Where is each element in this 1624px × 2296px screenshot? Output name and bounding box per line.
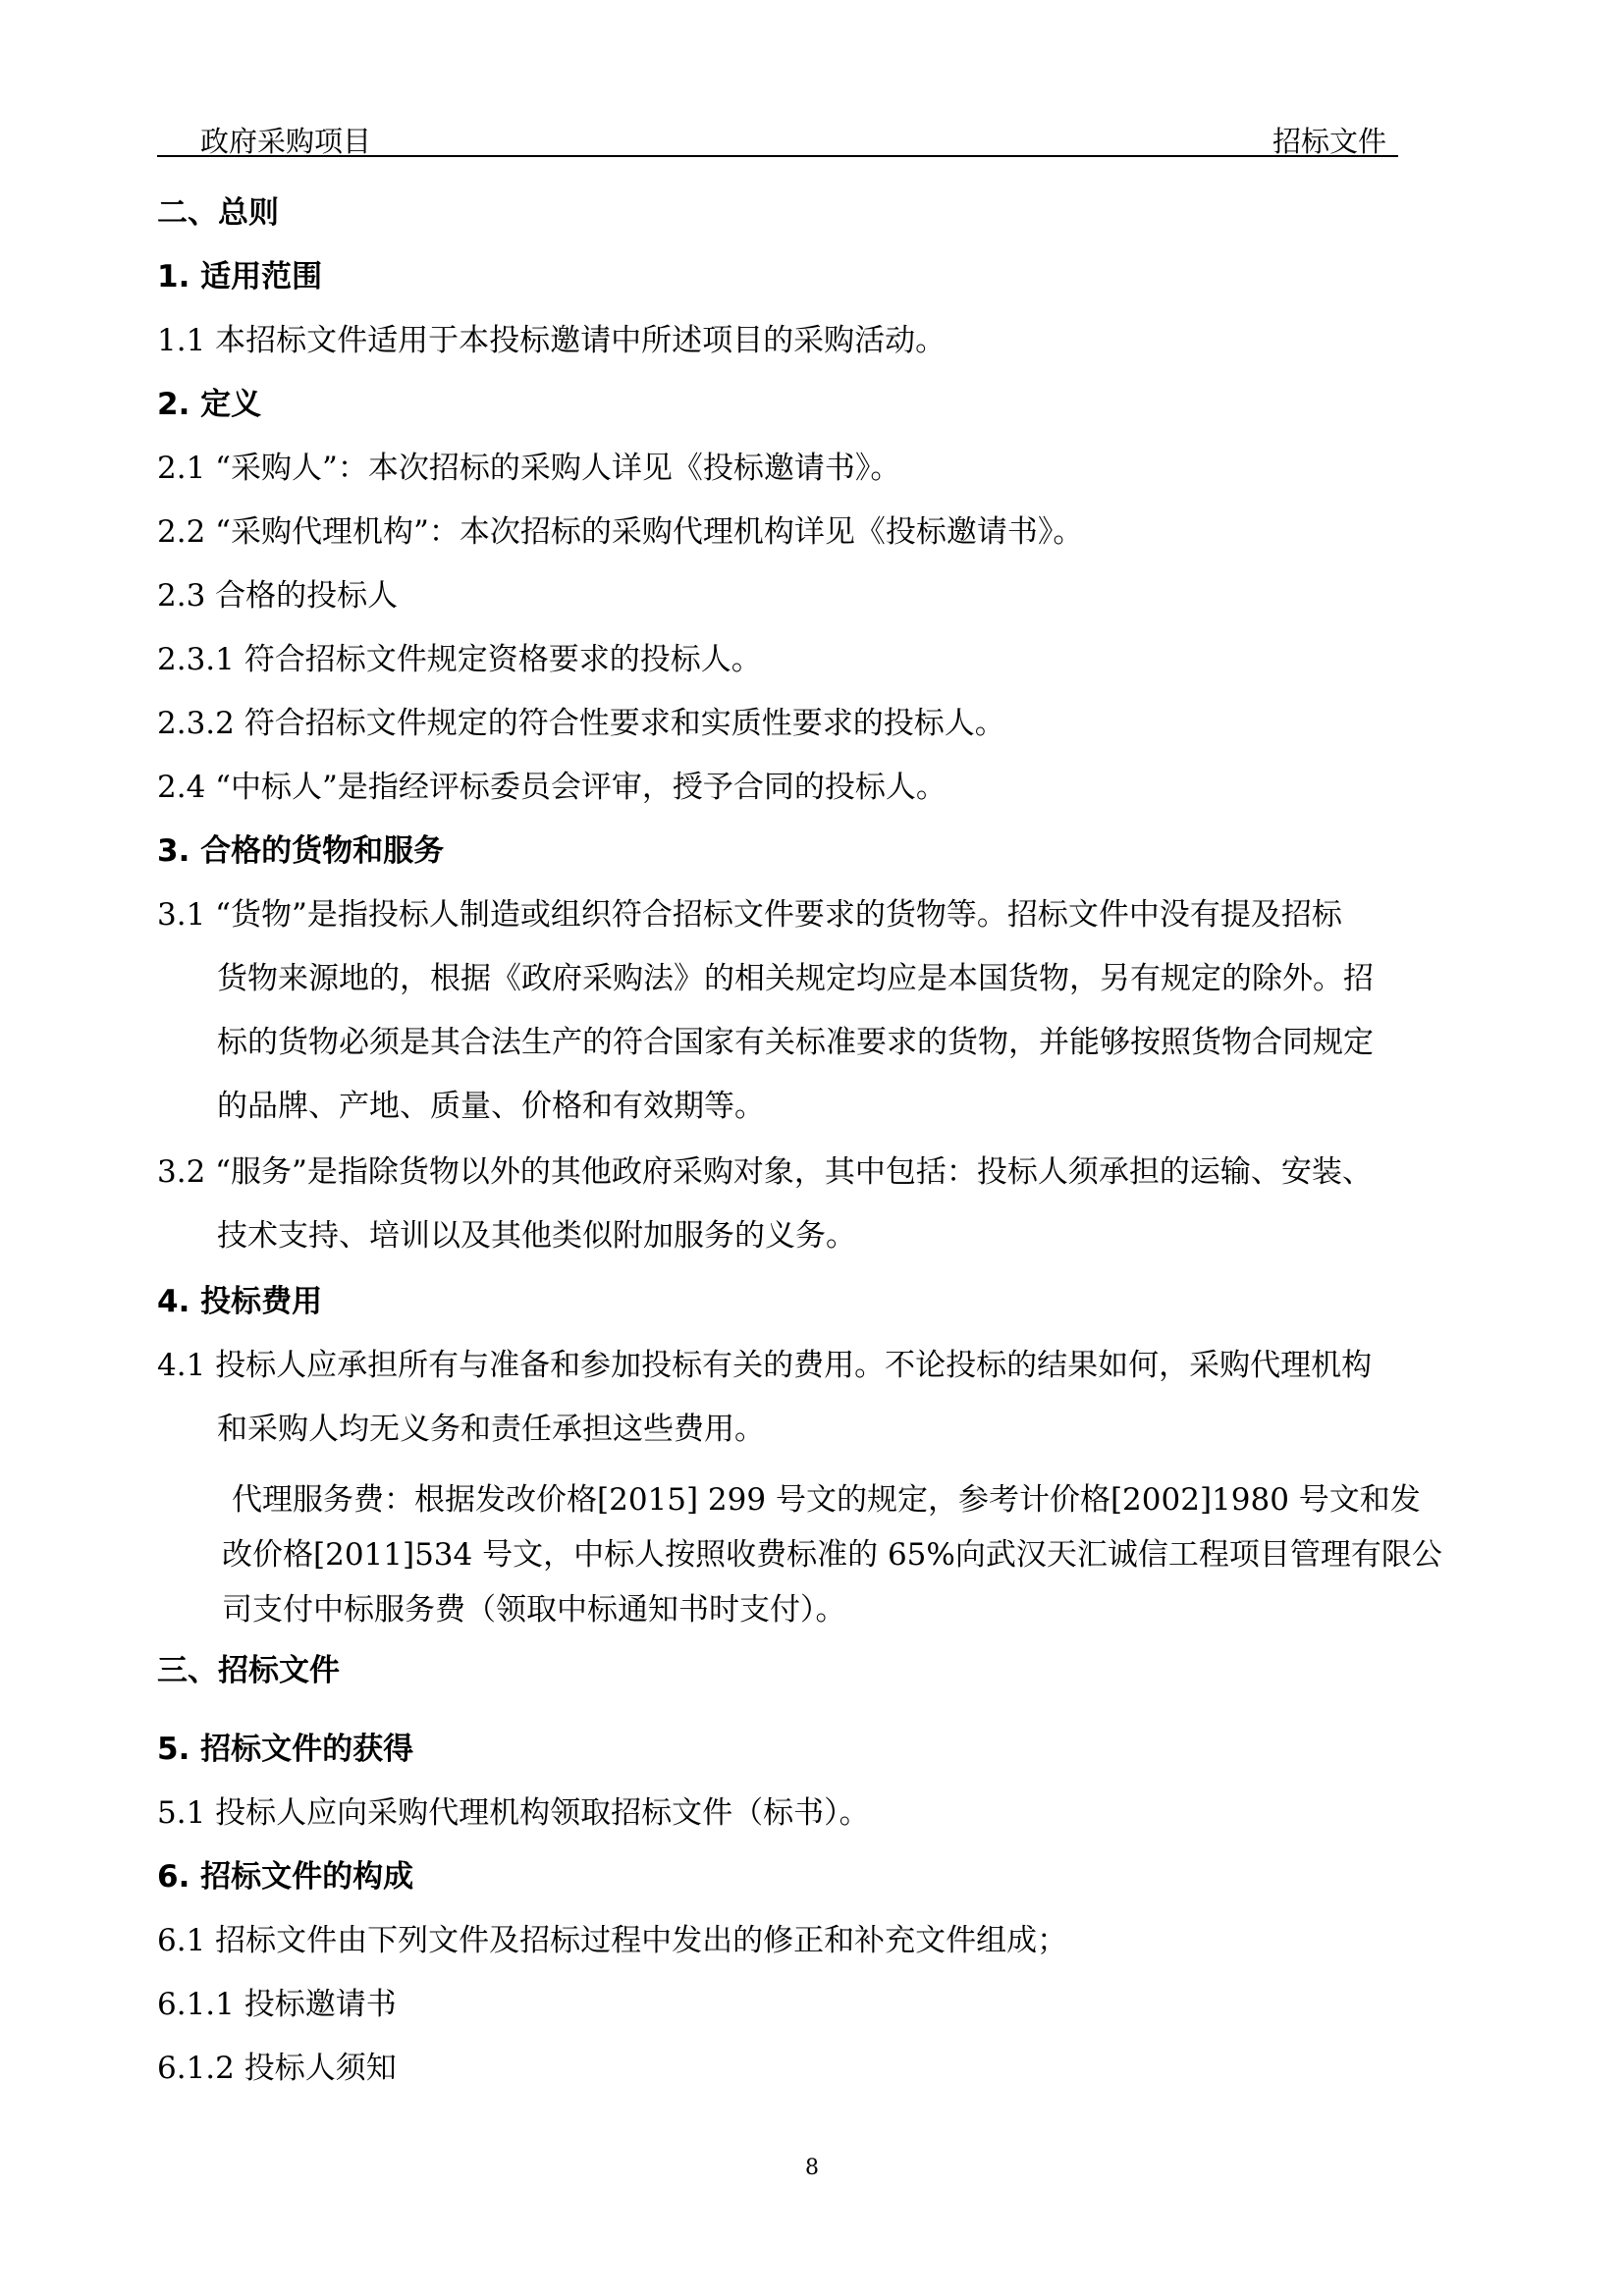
clause-2-3-1: 2.3.1 符合招标文件规定资格要求的投标人。	[157, 642, 762, 677]
header-doc-label: 招标文件	[1272, 125, 1386, 158]
clause-3-1	[157, 883, 1489, 1139]
clause-3-1-line: 3.1 “货物”是指投标人制造或组织符合招标文件要求的货物等。招标文件中没有提及招标	[157, 897, 1342, 933]
clause-2-1: 2.1 “采购人”：本次招标的采购人详见《投标邀请书》。	[157, 451, 901, 486]
agency-fee-line: 改价格[2011]534 号文，中标人按照收费标准的 65%向武汉天汇诚信工程项目管理有限公	[222, 1537, 1442, 1573]
clause-1-1: 1.1 本招标文件适用于本投标邀请中所述项目的采购活动。	[157, 323, 947, 358]
clause-3-1-line: 标的货物必须是其合法生产的符合国家有关标准要求的货物，并能够按照货物合同规定	[217, 1025, 1374, 1060]
agency-fee-note	[157, 1472, 1489, 1637]
clause-3-2-line: 3.2 “服务”是指除货物以外的其他政府采购对象，其中包括：投标人须承担的运输、安装、	[157, 1154, 1373, 1190]
agency-fee-line: 司支付中标服务费（领取中标通知书时支付）。	[222, 1592, 846, 1628]
clause-2-2: 2.2 “采购代理机构”：本次招标的采购代理机构详见《投标邀请书》。	[157, 514, 1084, 550]
header-project-label: 政府采购项目	[200, 125, 372, 158]
clause-4-1-line: 和采购人均无义务和责任承担这些费用。	[217, 1412, 765, 1447]
clause-3-2	[157, 1141, 1489, 1268]
clause-2-3: 2.3 合格的投标人	[157, 578, 399, 614]
clause-6-1-1: 6.1.1 投标邀请书	[157, 1987, 397, 2022]
heading-goods-services: 3. 合格的货物和服务	[157, 833, 445, 869]
page-header	[157, 116, 1398, 157]
clause-6-1-2: 6.1.2 投标人须知	[157, 2051, 397, 2086]
clause-3-1-line: 货物来源地的，根据《政府采购法》的相关规定均应是本国货物，另有规定的除外。招	[217, 961, 1374, 996]
clause-3-1-line: 的品牌、产地、质量、价格和有效期等。	[217, 1089, 765, 1124]
page-number: 8	[805, 2156, 819, 2180]
chapter-title-tender-docs: 三、招标文件	[157, 1653, 340, 1688]
clause-6-1: 6.1 招标文件由下列文件及招标过程中发出的修正和补充文件组成；	[157, 1923, 1068, 1958]
clause-2-4: 2.4 “中标人”是指经评标委员会评审，授予合同的投标人。	[157, 770, 947, 805]
clause-3-2-line: 技术支持、培训以及其他类似附加服务的义务。	[217, 1218, 856, 1254]
heading-obtain-docs: 5. 招标文件的获得	[157, 1732, 414, 1767]
agency-fee-line: 代理服务费：根据发改价格[2015] 299 号文的规定，参考计价格[2002]1980 号文和发	[232, 1482, 1421, 1518]
heading-definitions: 2. 定义	[157, 387, 262, 422]
document-body	[157, 192, 1489, 2111]
heading-scope: 1. 适用范围	[157, 259, 323, 294]
clause-4-1-line: 4.1 投标人应承担所有与准备和参加投标有关的费用。不论投标的结果如何，采购代理机构	[157, 1348, 1373, 1383]
clause-2-3-2: 2.3.2 符合招标文件规定的符合性要求和实质性要求的投标人。	[157, 706, 1005, 741]
chapter-title-general: 二、总则	[157, 195, 279, 231]
clause-4-1	[157, 1334, 1489, 1462]
clause-5-1: 5.1 投标人应向采购代理机构领取招标文件（标书）。	[157, 1795, 870, 1831]
heading-doc-composition: 6. 招标文件的构成	[157, 1859, 414, 1895]
heading-bid-costs: 4. 投标费用	[157, 1284, 323, 1319]
